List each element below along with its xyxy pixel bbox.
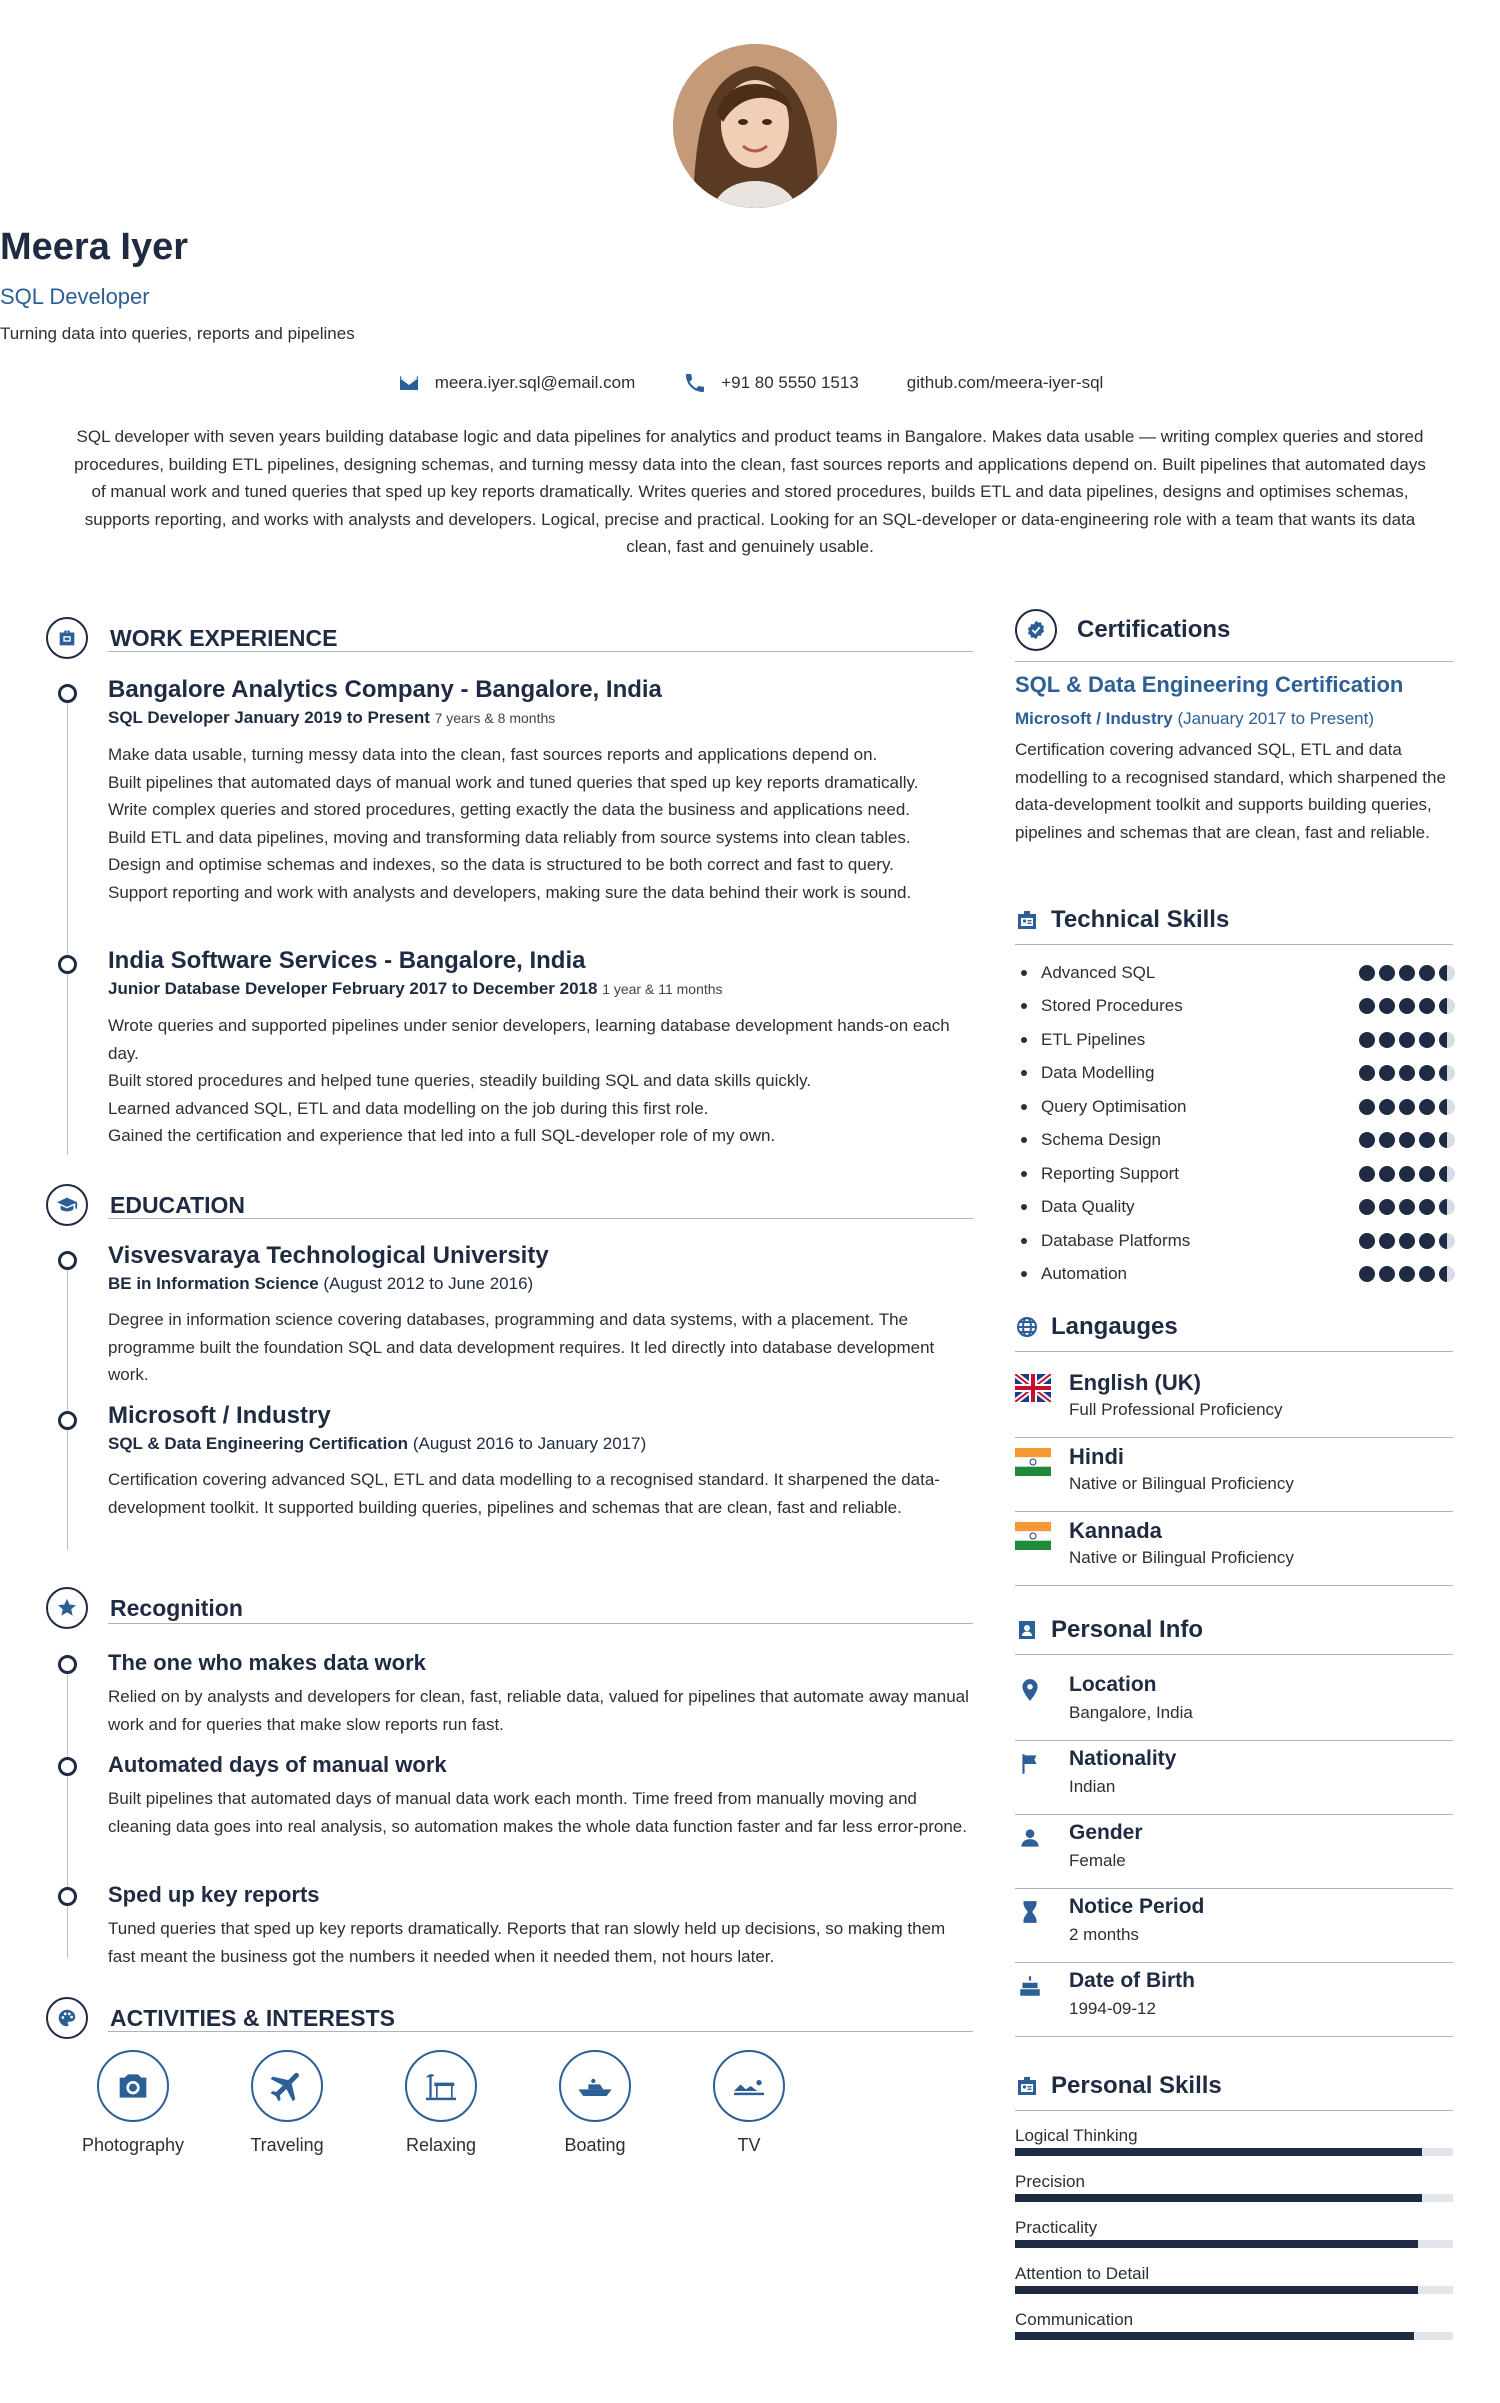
rating-dot [1399,1132,1415,1148]
bullet [1021,1171,1027,1177]
interest-item [56,2050,210,2156]
degree-dates: (August 2016 to January 2017) [412,1434,647,1453]
section-divider [1015,1654,1453,1655]
language-name: Hindi [1069,1444,1124,1469]
rating-dot [1439,1166,1455,1182]
hourglass-icon [1017,1899,1043,1925]
skill-name: Advanced SQL [1041,962,1156,982]
bullet [1021,970,1027,976]
rating-dot [1439,1099,1455,1115]
skill-level-bar [1015,2286,1453,2294]
rating-dot [1439,965,1455,981]
interest-item [672,2050,826,2156]
skill-name: Automation [1041,1264,1127,1284]
degree-line [108,1271,974,1296]
recognition-entry [108,1649,974,1738]
description-line: Wrote queries and supported pipelines under senior developers, learning database development hands-on each day. [108,1016,950,1063]
rating-dot [1379,1032,1395,1048]
personal-skill-name: Attention to Detail [1015,2264,1150,2283]
personal-info-item [1015,1815,1453,1889]
airplane-icon [251,2050,323,2122]
description-line: Learned advanced SQL, ETL and data modelling on the job during this first role. [108,1098,709,1118]
rating-dot [1439,1199,1455,1215]
info-value: 2 months [1069,1925,1139,1944]
interest-label: Relaxing [405,2135,477,2155]
rating-dot [1439,1065,1455,1081]
section-title: ACTIVITIES & INTERESTS [110,2005,395,2031]
recognition-title: The one who makes data work [108,1650,426,1675]
recognition-description: Built pipelines that automated days of manual data work each month. Time freed from manually moving and cleaning data goes into real analysis, so automation makes the whole data function faster and far less error-prone. [108,1789,967,1836]
rating-dot [1399,965,1415,981]
info-value: Female [1069,1851,1126,1870]
skill-rating [1359,1099,1455,1115]
recognition-description: Relied on by analysts and developers for clean, fast, reliable data, valued for pipelines that automate away manual work and for queries that make slow reports run fast. [108,1687,969,1734]
skill-level-fill [1015,2194,1422,2202]
activities-header [46,1997,395,2039]
rating-dot [1359,1032,1375,1048]
bullet [1021,1003,1027,1009]
flag-icon [1017,1751,1043,1777]
skill-rating [1359,998,1455,1014]
personal-skill-item [1015,2262,1453,2294]
personal-info-item [1015,1963,1453,2037]
skill-level-bar [1015,2332,1453,2340]
rating-dot [1399,1166,1415,1182]
phone-contact[interactable] [683,371,859,395]
work-experience-header [46,617,338,659]
rating-dot [1439,1233,1455,1249]
skill-item [1015,1191,1455,1225]
language-level: Full Professional Proficiency [1069,1400,1283,1419]
contact-bar [0,371,1500,395]
timeline-dot [58,1251,77,1270]
timeline-dot [58,1411,77,1430]
skill-item [1015,1090,1455,1124]
rating-dot [1379,965,1395,981]
skill-item [1015,1157,1455,1191]
rating-dot [1359,1266,1375,1282]
rating-dot [1399,1233,1415,1249]
certification-name: SQL & Data Engineering Certification [1015,672,1404,697]
personal-skill-name: Practicality [1015,2218,1098,2237]
palette-icon [46,1997,88,2039]
personal-skill-name: Logical Thinking [1015,2126,1138,2145]
job-duration: 7 years & 8 months [434,710,556,726]
job-role: Junior Database Developer February 2017 to December 2018 [108,979,598,998]
skill-rating [1359,1233,1455,1249]
skill-level-fill [1015,2148,1422,2156]
graduation-cap-icon [46,1184,88,1226]
rating-dot [1419,965,1435,981]
skill-level-fill [1015,2332,1414,2340]
skill-item [1015,1057,1455,1091]
description-line: Built stored procedures and helped tune queries, steadily building SQL and data skills quickly. [108,1071,812,1090]
info-label: Notice Period [1069,1895,1205,1918]
description-line: Make data usable, turning messy data into the clean, fast sources reports and applications depend on. [108,745,878,764]
phone-icon [683,371,707,395]
section-divider [1015,661,1453,662]
timeline-line [67,1254,68,1550]
tv-icon [713,2050,785,2122]
rating-dot [1439,1132,1455,1148]
timeline-line [67,1658,68,1958]
section-divider [1015,944,1453,945]
interest-label: Traveling [250,2135,324,2155]
personal-skill-item [1015,2216,1453,2248]
bullet [1021,1037,1027,1043]
rating-dot [1399,998,1415,1014]
job-role: SQL Developer January 2019 to Present [108,708,430,727]
language-name: English (UK) [1069,1370,1201,1395]
skill-name: Database Platforms [1041,1230,1191,1250]
timeline-dot [58,1887,77,1906]
certification-issuer-line [1015,704,1455,734]
recognition-entry [108,1881,974,1970]
briefcase-icon [46,617,88,659]
skill-item [1015,1023,1455,1057]
skill-item [1015,1224,1455,1258]
rating-dot [1419,1032,1435,1048]
skill-level-bar [1015,2148,1453,2156]
skill-name: ETL Pipelines [1041,1029,1146,1049]
uk-flag-icon [1015,1374,1051,1402]
rating-dot [1419,1233,1435,1249]
rating-dot [1399,1266,1415,1282]
award-star-icon [46,1587,88,1629]
rating-dot [1399,1032,1415,1048]
skill-level-bar [1015,2194,1453,2202]
interest-item [210,2050,364,2156]
language-level: Native or Bilingual Proficiency [1069,1474,1294,1493]
personal-skill-item [1015,2308,1453,2340]
school-name: Microsoft / Industry [108,1402,331,1429]
job-description [108,741,974,906]
website-contact[interactable] [907,371,1104,395]
degree-name: BE in Information Science [108,1274,319,1293]
beach-icon [405,2050,477,2122]
recognition-description: Tuned queries that sped up key reports dramatically. Reports that ran slowly held up decisions, so making them fast meant the business got the numbers it needed when it needed them, not hours later. [108,1919,946,1966]
id-card-icon [1015,908,1039,932]
timeline-dot [58,1655,77,1674]
interests-list [56,2050,826,2156]
degree-name: SQL & Data Engineering Certification [108,1434,409,1453]
section-title: Personal Skills [1051,2072,1222,2099]
rating-dot [1359,1233,1375,1249]
section-divider [108,1218,973,1219]
section-title: Technical Skills [1051,906,1230,933]
india-flag-icon [1015,1522,1051,1550]
location-pin-icon [1017,1677,1043,1703]
degree-dates: (August 2012 to June 2016) [323,1274,534,1293]
section-divider [1015,2110,1453,2111]
india-flag-icon [1015,1448,1051,1476]
skill-name: Stored Procedures [1041,996,1183,1016]
description-line: Gained the certification and experience that led into a full SQL-developer role of my own. [108,1126,776,1145]
info-label: Gender [1069,1821,1143,1844]
education-header [46,1184,246,1226]
skill-name: Data Quality [1041,1197,1135,1217]
certification-description: Certification covering advanced SQL, ETL and data modelling to a recognised standard, which sharpened the data-development toolkit and supports building queries, pipelines and schemas that are clean, fast and reliable. [1015,740,1446,842]
personal-info-item [1015,1667,1453,1741]
rating-dot [1359,1166,1375,1182]
rating-dot [1359,998,1375,1014]
timeline-dot [58,955,77,974]
boat-icon [559,2050,631,2122]
interest-label: Boating [564,2135,626,2155]
skill-level-fill [1015,2286,1418,2294]
rating-dot [1399,1099,1415,1115]
section-divider [1015,1351,1453,1352]
person-icon [1017,1825,1043,1851]
degree-line [108,1431,974,1456]
skill-name: Data Modelling [1041,1063,1155,1083]
technical-skills-header [1015,906,1453,945]
education-entry [108,1401,974,1521]
bullet [1021,1070,1027,1076]
rating-dot [1399,1199,1415,1215]
bullet [1021,1238,1027,1244]
section-title: Langauges [1051,1313,1178,1340]
description-line: Build ETL and data pipelines, moving and transforming data reliably from source systems into clean tables. [108,827,911,847]
rating-dot [1419,1166,1435,1182]
email-icon [397,371,421,395]
language-level: Native or Bilingual Proficiency [1069,1548,1294,1567]
description-line: Write complex queries and stored procedures, getting exactly the data the business and applications need. [108,800,911,819]
skill-name: Reporting Support [1041,1163,1179,1183]
timeline-line [67,687,68,1155]
rating-dot [1359,1099,1375,1115]
profile-photo [673,44,837,208]
job-entry [108,675,974,906]
cake-icon [1017,1973,1043,1999]
section-title: Personal Info [1051,1616,1204,1643]
personal-skill-name: Communication [1015,2310,1134,2329]
job-title: Bangalore Analytics Company - Bangalore, India [108,676,662,703]
language-name: Kannada [1069,1518,1162,1543]
info-value: 1994-09-12 [1069,1999,1156,2018]
rating-dot [1439,998,1455,1014]
section-divider [108,651,973,652]
job-description [108,1012,974,1150]
section-divider [108,1623,973,1624]
language-item [1015,1364,1453,1438]
language-item [1015,1438,1453,1512]
education-description: Certification covering advanced SQL, ETL and data modelling to a recognised standard. It sharpened the data-development toolkit. It supported building queries, pipelines and schemas that are clean, fast and reliable. [108,1470,940,1517]
certification-dates: (January 2017 to Present) [1177,709,1375,728]
info-label: Nationality [1069,1747,1177,1770]
school-name: Visvesvaraya Technological University [108,1242,549,1269]
rating-dot [1379,1266,1395,1282]
camera-icon [97,2050,169,2122]
job-position [108,976,974,1002]
rating-dot [1379,1065,1395,1081]
personal-info-header [1015,1616,1453,1655]
skill-name: Schema Design [1041,1130,1162,1150]
section-title: Recognition [110,1595,243,1621]
rating-dot [1359,1065,1375,1081]
job-title: SQL Developer [0,284,150,309]
personal-skill-name: Precision [1015,2172,1085,2191]
contact-card-icon [1015,1618,1039,1642]
languages-header [1015,1313,1453,1352]
rating-dot [1419,1266,1435,1282]
skill-item [1015,1258,1455,1292]
interest-item [518,2050,672,2156]
skill-rating [1359,1199,1455,1215]
info-label: Location [1069,1673,1157,1696]
recognition-title: Automated days of manual work [108,1752,447,1777]
recognition-entry [108,1751,974,1840]
timeline-dot [58,684,77,703]
job-duration: 1 year & 11 months [602,981,723,997]
recognition-header [46,1587,243,1629]
job-entry [108,946,974,1150]
rating-dot [1359,1132,1375,1148]
rating-dot [1379,1233,1395,1249]
education-description: Degree in information science covering databases, programming and data systems, with a placement. The programme built the foundation SQL and data development requires. It led directly into database development work. [108,1310,935,1384]
job-position [108,705,974,731]
skill-item [1015,956,1455,990]
bullet [1021,1137,1027,1143]
recognition-title: Sped up key reports [108,1882,320,1907]
info-label: Date of Birth [1069,1969,1195,1992]
skill-item [1015,990,1455,1024]
personal-skill-item [1015,2170,1453,2202]
skill-rating [1359,965,1455,981]
skill-rating [1359,1166,1455,1182]
rating-dot [1359,965,1375,981]
certification-entry [1015,670,1455,846]
education-entry [108,1241,974,1389]
skill-level-bar [1015,2240,1453,2248]
bullet [1021,1204,1027,1210]
rating-dot [1439,1266,1455,1282]
website-text: github.com/meera-iyer-sql [906,373,1104,392]
rating-dot [1379,1132,1395,1148]
personal-info-item [1015,1889,1453,1963]
rating-dot [1359,1199,1375,1215]
description-line: Built pipelines that automated days of manual work and tuned queries that sped up key reports dramatically. [108,772,919,792]
tagline: Turning data into queries, reports and pipelines [0,324,355,343]
job-title: India Software Services - Bangalore, India [108,947,586,974]
phone-text: +91 80 5550 1513 [721,373,859,392]
skill-item [1015,1124,1455,1158]
rating-dot [1379,1099,1395,1115]
bullet [1021,1104,1027,1110]
email-text: meera.iyer.sql@email.com [434,373,636,392]
rating-dot [1379,1166,1395,1182]
rating-dot [1419,1132,1435,1148]
skill-name: Query Optimisation [1041,1096,1187,1116]
section-title: WORK EXPERIENCE [110,625,338,651]
skill-rating [1359,1132,1455,1148]
certifications-header [1015,609,1453,662]
bullet [1021,1271,1027,1277]
info-value: Indian [1069,1777,1116,1796]
skill-rating [1359,1266,1455,1282]
profile-summary: SQL developer with seven years building database logic and data pipelines for analytics and product teams in Bangalore. Makes data usable — writing complex queries and stored procedures, building ETL pipelines, designing schemas, and turning messy data into the clean, fast sources reports and applications depend on. Built pipelines that automated days of manual work and tuned queries that sped up key reports dramatically. Writes queries and stored procedures, builds ETL and data pipelines, designs and optimises schemas, supports reporting, and works with analysts and developers. Logical, precise and practical. Looking for an SQL-developer or data-engineering role with a team that wants its data clean, fast and genuinely usable. [74,427,1426,556]
email-contact[interactable] [397,371,636,395]
rating-dot [1399,1065,1415,1081]
skill-rating [1359,1065,1455,1081]
personal-skill-item [1015,2124,1453,2156]
interest-item [364,2050,518,2156]
personal-info-item [1015,1741,1453,1815]
skill-level-fill [1015,2240,1418,2248]
rating-dot [1439,1032,1455,1048]
certificate-badge-icon [1015,609,1057,651]
interest-label: TV [737,2135,761,2155]
personal-skills-header [1015,2072,1453,2111]
rating-dot [1419,998,1435,1014]
description-line: Support reporting and work with analysts and developers, making sure the data behind their work is sound. [108,882,912,902]
section-divider [108,2031,973,2032]
rating-dot [1419,1199,1435,1215]
skill-rating [1359,1032,1455,1048]
candidate-name: Meera Iyer [0,226,189,268]
rating-dot [1379,998,1395,1014]
rating-dot [1419,1099,1435,1115]
description-line: Design and optimise schemas and indexes, so the data is structured to be both correct and fast to query. [108,855,894,874]
info-value: Bangalore, India [1069,1703,1193,1722]
section-title: EDUCATION [110,1192,246,1218]
rating-dot [1379,1199,1395,1215]
technical-skills-list [1015,956,1455,1291]
globe-icon [1015,1315,1039,1339]
interest-label: Photography [81,2135,185,2155]
language-item [1015,1512,1453,1586]
certification-issuer: Microsoft / Industry [1015,709,1173,728]
rating-dot [1419,1065,1435,1081]
section-title: Certifications [1077,616,1231,643]
id-card-icon [1015,2074,1039,2098]
timeline-dot [58,1757,77,1776]
